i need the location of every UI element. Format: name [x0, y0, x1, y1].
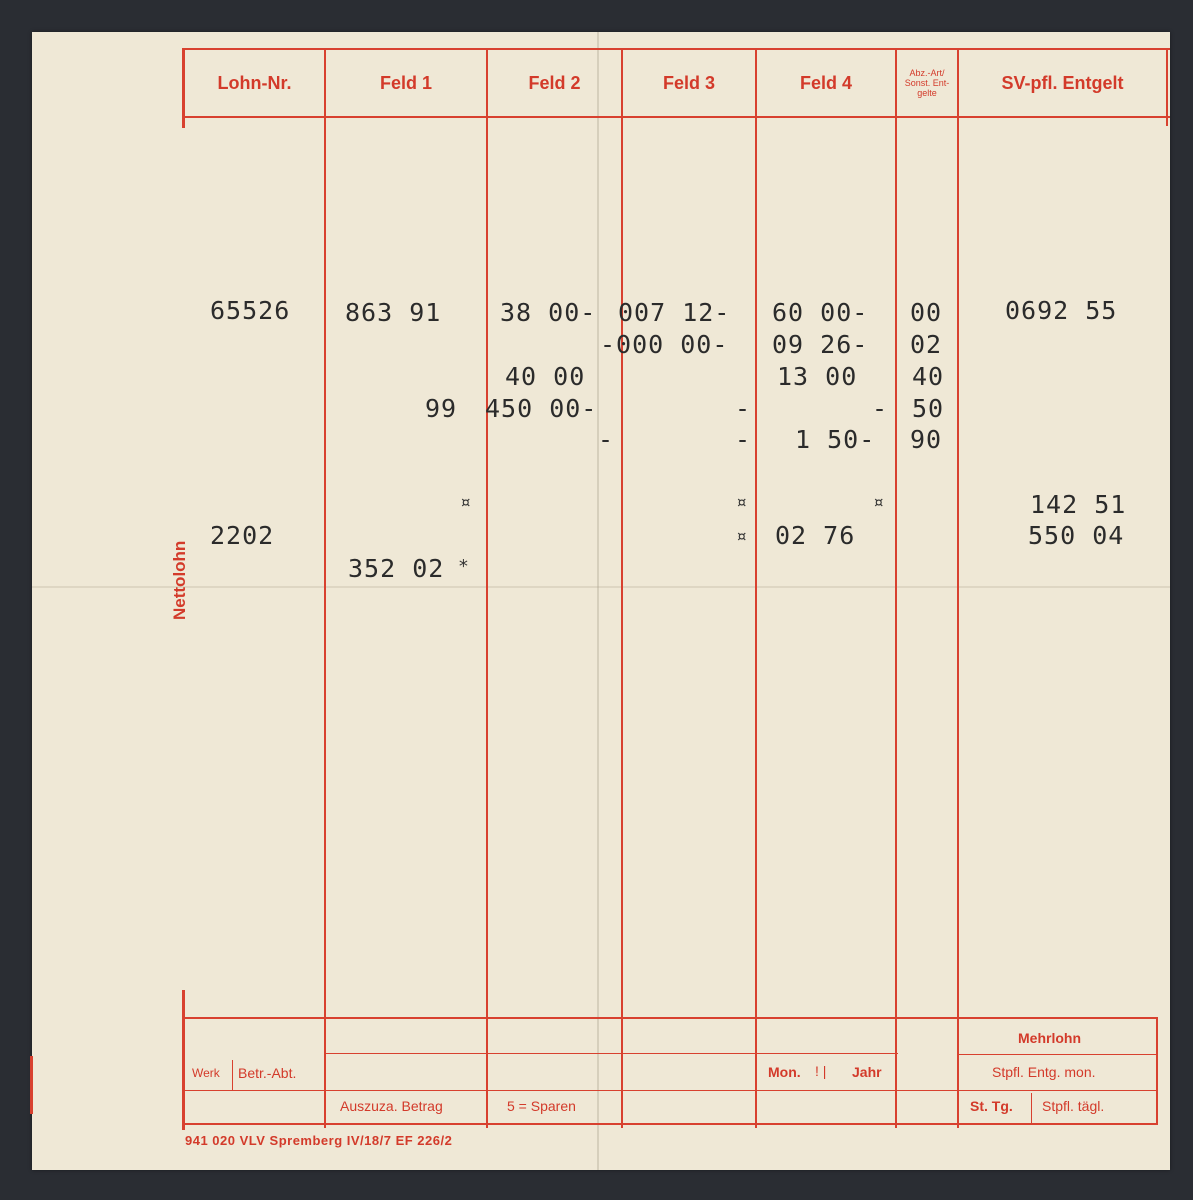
header-feld-4: Feld 4 [799, 72, 852, 93]
footer-jahr: Jahr [852, 1064, 882, 1080]
marker-star: * [458, 556, 469, 577]
typed-feld1-r1: 863 91 [345, 298, 442, 327]
col-divider-4 [755, 48, 757, 1128]
side-label-nettolohn: Nettolohn [170, 540, 189, 620]
typed-feld1-r8: 352 02 [348, 554, 445, 583]
typed-feld4-r4: - [872, 394, 889, 423]
typed-abz-r1: 00 [910, 298, 943, 327]
footer-stpfl-tagl: Stpfl. tägl. [1042, 1098, 1105, 1114]
header-feld-1: Feld 1 [379, 72, 432, 93]
footer-mid-line [324, 1053, 898, 1054]
footer-st-tg: St. Tg. [970, 1098, 1013, 1114]
edge-red-mark [30, 1056, 33, 1114]
sttg-divider [1031, 1093, 1032, 1123]
typed-feld2-r5: - [598, 425, 615, 454]
header-abz-art-line2: Sonst. Ent- [904, 78, 950, 88]
footer-top-line [182, 1017, 1158, 1019]
footer-betr-abt: Betr.-Abt. [238, 1065, 297, 1081]
footer-bottom-line [182, 1123, 1158, 1125]
typed-feld4-r7: 02 76 [775, 521, 856, 550]
col-divider-6 [957, 48, 959, 1128]
right-border-bottom [1156, 1017, 1158, 1125]
print-line: 941 020 VLV Spremberg IV/18/7 EF 226/2 [185, 1133, 453, 1148]
footer-auszuza-betrag: Auszuza. Betrag [340, 1098, 443, 1114]
typed-abz-r3: 40 [912, 362, 945, 391]
right-border-top [1166, 48, 1168, 126]
col-divider-5 [895, 48, 897, 1128]
typed-feld2-r4: 450 00- [485, 394, 598, 423]
typed-lohn-nr-r7: 2202 [210, 521, 275, 550]
typed-feld4-r5: 1 50- [795, 425, 876, 454]
typed-feld3-r4: - [735, 394, 752, 423]
header-lohn-nr: Lohn-Nr. [217, 72, 292, 93]
header-bottom-line [182, 116, 1170, 118]
werk-divider [232, 1060, 233, 1090]
footer-mehrlohn: Mehrlohn [1018, 1030, 1081, 1046]
header-feld-3: Feld 3 [662, 72, 715, 93]
typed-feld4-r1: 60 00- [772, 298, 869, 327]
typed-abz-r2: 02 [910, 330, 943, 359]
col-divider-3 [621, 48, 623, 1128]
col-divider-2 [486, 48, 488, 1128]
col-divider-1 [324, 48, 326, 1128]
header-feld-2: Feld 2 [528, 72, 581, 93]
typed-sv-r6: 142 51 [1030, 490, 1127, 519]
footer-mon: Mon. [768, 1064, 801, 1080]
typed-feld2-r3: 40 00 [505, 362, 586, 391]
left-border-bottom [182, 990, 185, 1130]
footer-werk: Werk [192, 1066, 220, 1080]
typed-sv-r7: 550 04 [1028, 521, 1125, 550]
header-abz-art-line3: gelte [917, 88, 937, 98]
payslip-sheet [32, 32, 1170, 1170]
typed-feld4-r3: 13 00 [777, 362, 858, 391]
footer-mon-mark: ! | [815, 1063, 827, 1079]
marker-feld3-r6: ¤ [736, 492, 747, 513]
footer-sparen: 5 = Sparen [507, 1098, 576, 1114]
footer-lower-line [182, 1090, 1158, 1091]
marker-feld1-r6: ¤ [460, 492, 471, 513]
typed-sv-r1: 0692 55 [1005, 296, 1118, 325]
header-abz-art [897, 50, 957, 116]
typed-lohn-nr: 65526 [210, 296, 291, 325]
mehrlohn-line [959, 1054, 1158, 1055]
marker-feld3-r7: ¤ [736, 526, 747, 547]
typed-abz-r5: 90 [910, 425, 943, 454]
typed-abz-r4: 50 [912, 394, 945, 423]
typed-feld2-r1: 38 00- [500, 298, 597, 327]
typed-feld4-r2: 09 26- [772, 330, 869, 359]
fold-line-horizontal [32, 586, 1170, 588]
header-abz-art-line1: Abz.-Art/ [909, 68, 945, 78]
typed-feld3-r2: -000 00- [600, 330, 729, 359]
header-sv-pfl-entgelt: SV-pfl. Entgelt [1001, 72, 1124, 93]
typed-feld3-r1: 007 12- [618, 298, 731, 327]
fold-line-vertical [597, 32, 599, 1170]
typed-feld3-r5: - [735, 425, 752, 454]
typed-feld1-r4: 99 [425, 394, 458, 423]
footer-stpfl-mon: Stpfl. Entg. mon. [992, 1064, 1096, 1080]
marker-feld4-r6: ¤ [873, 492, 884, 513]
